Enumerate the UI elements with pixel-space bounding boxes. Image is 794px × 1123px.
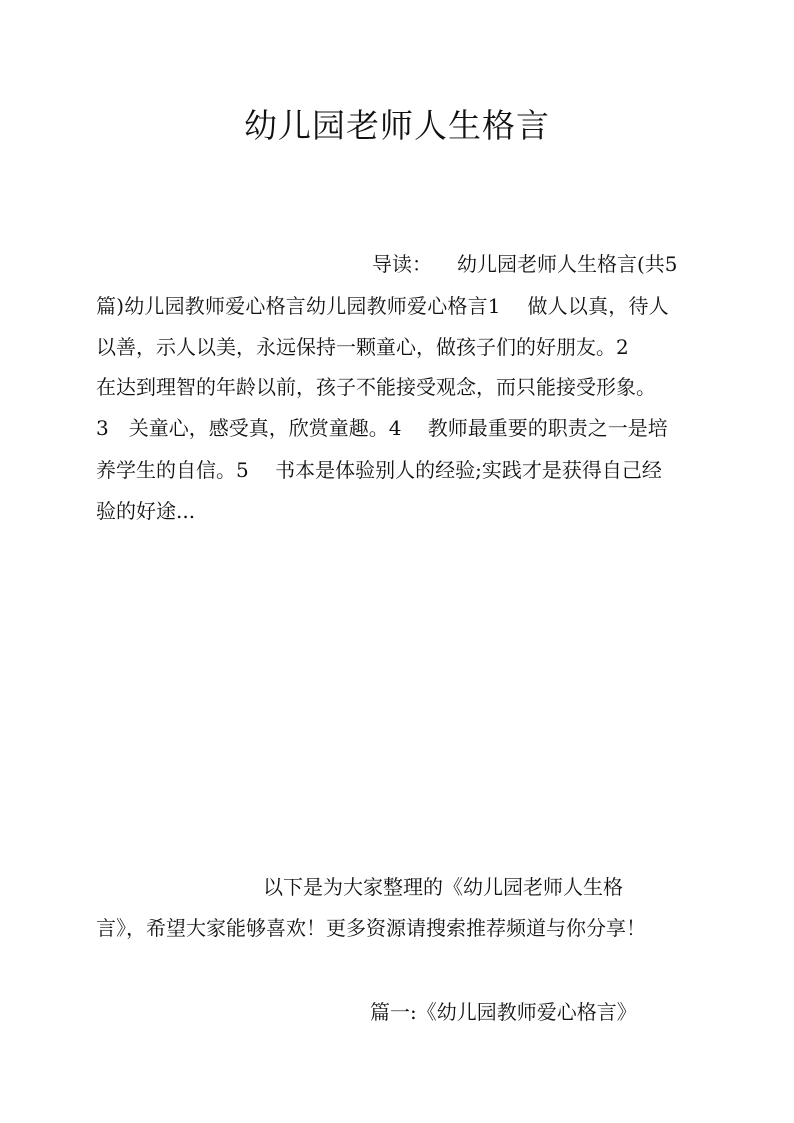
summary-line: 在达到理智的年龄以前，孩子不能接受观念，而只能接受形象。 xyxy=(96,375,656,399)
summary-line: 养学生的自信。5 书本是体验别人的经验;实践才是获得自己经 xyxy=(96,458,662,482)
section-heading: 篇一:《幼儿园教师爱心格言》 xyxy=(370,1000,637,1024)
summary-line: 幼儿园老师人生格言(共5 xyxy=(457,252,678,276)
page-title: 幼儿园老师人生格言 xyxy=(244,106,550,145)
intro-line: 言》，希望大家能够喜欢！更多资源请搜索推荐频道与你分享！ xyxy=(96,916,646,940)
summary-line: 验的好途... xyxy=(96,499,196,523)
summary-label: 导读： xyxy=(372,252,432,276)
intro-line: 以下是为大家整理的《幼儿园老师人生格 xyxy=(263,875,623,899)
summary-line: 3 关童心，感受真，欣赏童趣。4 教师最重要的职责之一是培 xyxy=(96,416,668,440)
summary-line: 以善，示人以美，永远保持一颗童心，做孩子们的好朋友。2 xyxy=(96,335,629,359)
summary-line: 篇)幼儿园教师爱心格言幼儿园教师爱心格言1 做人以真，待人 xyxy=(96,294,669,318)
